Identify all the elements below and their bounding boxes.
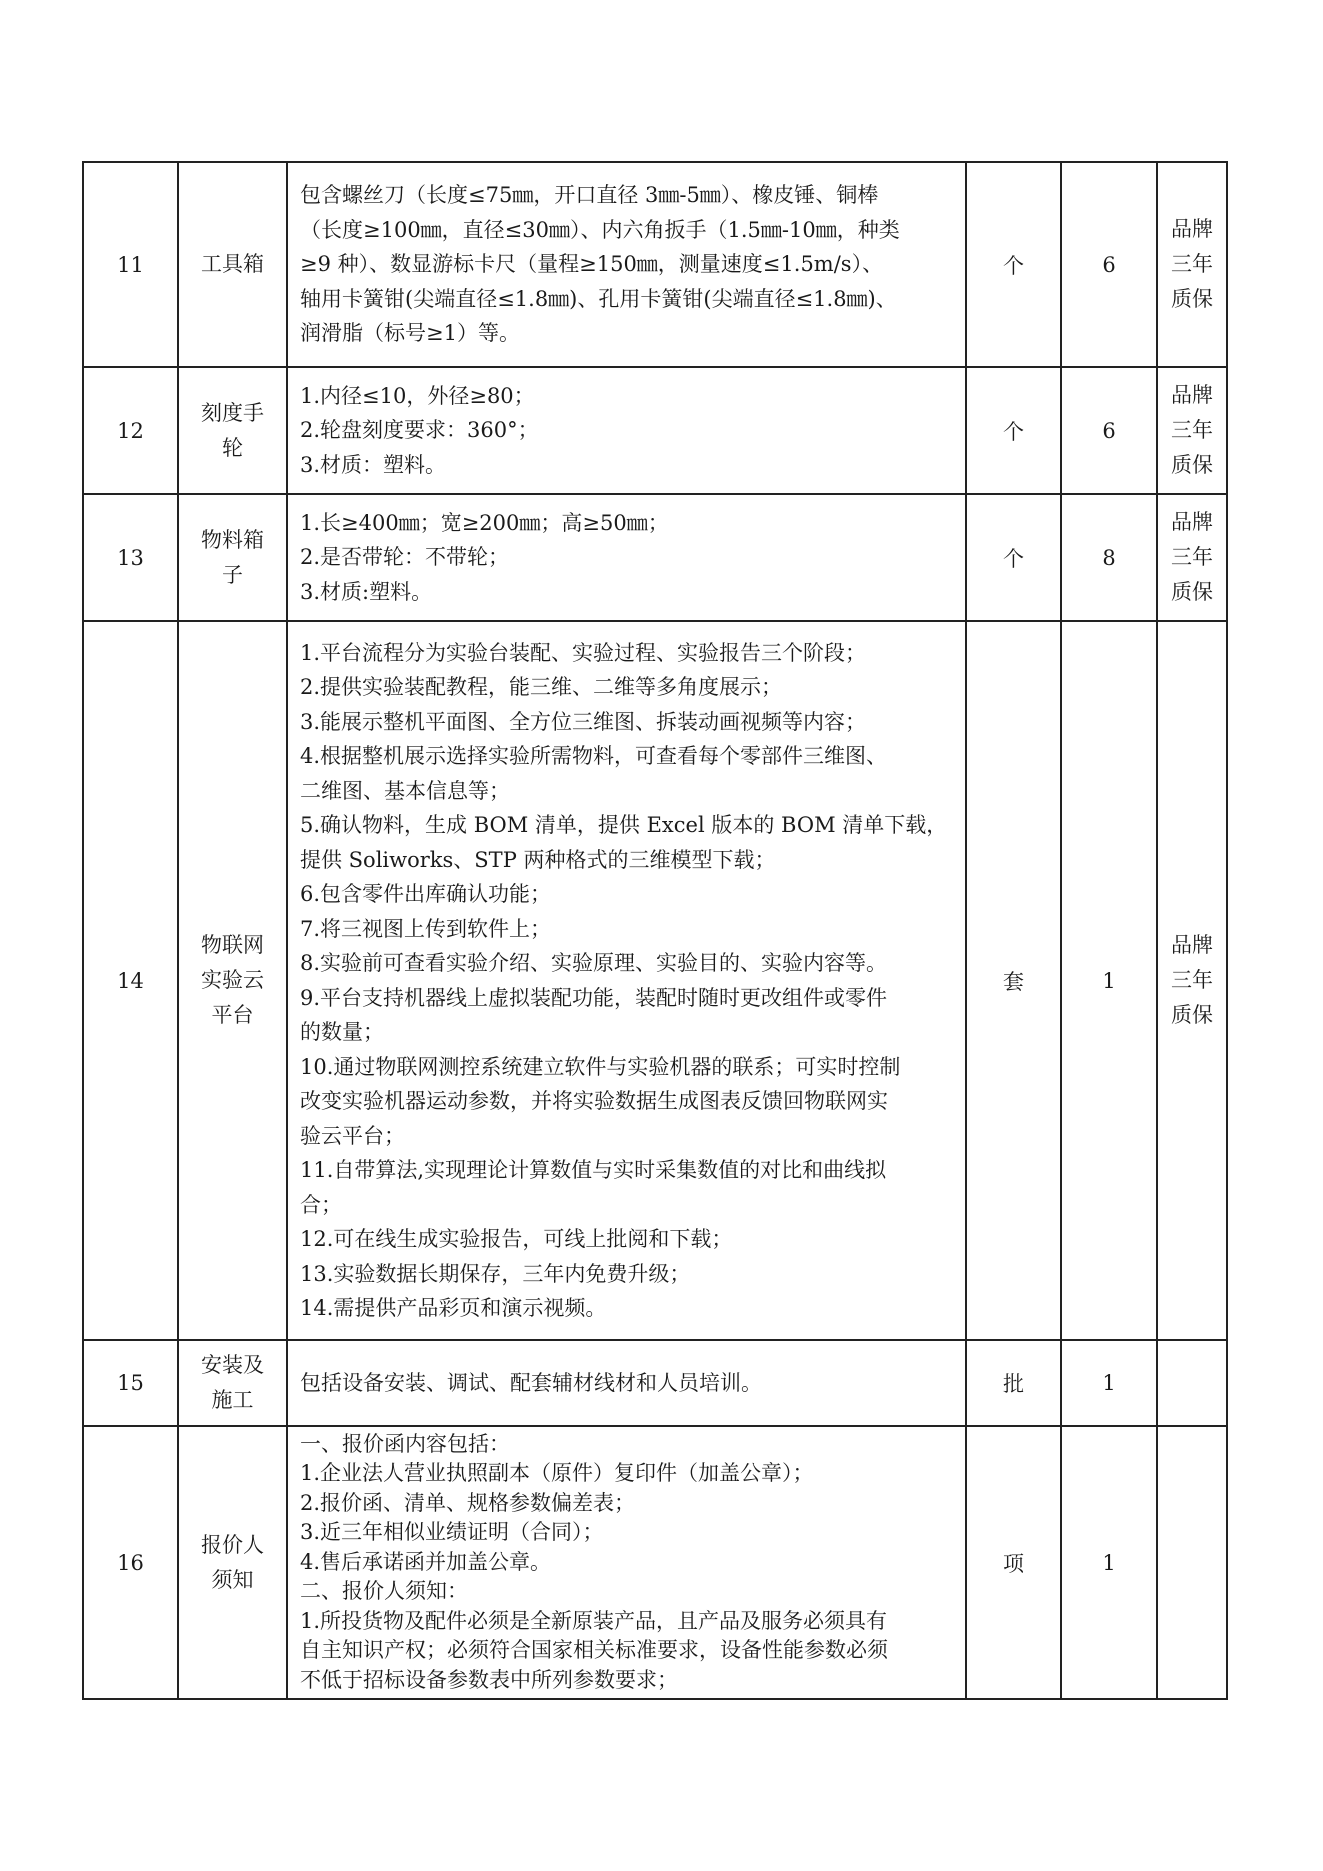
item-unit: 个 — [1003, 419, 1024, 444]
item-name-line: 安装及 — [201, 1353, 264, 1377]
table-row — [83, 1340, 1227, 1426]
spec-line: 润滑脂（标号≥1）等。 — [300, 321, 520, 346]
item-note-line: 质保 — [1171, 580, 1213, 604]
spec-line: 合； — [300, 1192, 342, 1217]
item-quantity-cell — [1061, 621, 1157, 1340]
spec-line: 1.内径≤10，外径≥80； — [300, 383, 535, 408]
specification-table — [82, 161, 1228, 1700]
item-quantity-cell — [1061, 1426, 1157, 1699]
spec-line: 3.近三年相似业绩证明（合同）； — [300, 1520, 604, 1545]
item-note-line: 品牌 — [1171, 933, 1213, 957]
item-spec-cell — [287, 1340, 966, 1426]
item-number: 11 — [117, 252, 144, 277]
table-row — [83, 162, 1227, 367]
item-note-line: 质保 — [1171, 453, 1213, 477]
item-note-line: 三年 — [1171, 418, 1213, 442]
spec-line: 2.提供实验装配教程，能三维、二维等多角度展示； — [300, 675, 783, 699]
item-note-cell — [1157, 1426, 1227, 1699]
spec-line: 1.企业法人营业执照副本（原件）复印件（加盖公章）； — [300, 1461, 814, 1486]
item-number-cell — [83, 621, 178, 1340]
spec-line: 7.将三视图上传到软件上； — [300, 916, 552, 941]
item-note-cell — [1157, 1340, 1227, 1426]
table-row — [83, 621, 1227, 1340]
item-note-cell — [1157, 162, 1227, 367]
item-note-cell — [1157, 621, 1227, 1340]
item-number-cell — [83, 367, 178, 494]
item-spec-cell — [287, 621, 966, 1340]
item-name-line: 报价人 — [201, 1532, 264, 1557]
item-note-line: 三年 — [1171, 545, 1213, 569]
spec-line: 3.材质：塑料。 — [300, 452, 447, 477]
item-quantity-cell — [1061, 1340, 1157, 1426]
item-unit: 批 — [1003, 1372, 1024, 1396]
item-spec-text — [288, 1428, 965, 1698]
spec-line: 3.能展示整机平面图、全方位三维图、拆装动画视频等内容； — [300, 709, 867, 734]
spec-line: 2.轮盘刻度要求：360°； — [300, 418, 539, 443]
item-note-line: 品牌 — [1171, 510, 1213, 534]
spec-line: 二、报价人须知： — [300, 1579, 468, 1604]
item-unit: 个 — [1003, 253, 1024, 278]
spec-line: 提供 Soliworks、STP 两种格式的三维模型下载； — [300, 847, 776, 872]
spec-line: 4.根据整机展示选择实验所需物料，可查看每个零部件三维图、 — [300, 744, 888, 768]
item-number-cell — [83, 1340, 178, 1426]
item-number: 15 — [117, 1371, 144, 1395]
item-name-cell — [178, 1340, 287, 1426]
item-name-line: 物联网 — [201, 933, 264, 957]
item-note-line: 质保 — [1171, 1003, 1213, 1027]
item-name-line: 实验云 — [201, 968, 264, 992]
spec-line: 验云平台； — [300, 1123, 405, 1148]
item-unit-cell — [966, 1340, 1061, 1426]
item-note-cell — [1157, 494, 1227, 621]
item-name-line: 刻度手 — [201, 400, 264, 425]
item-name-line: 工具箱 — [201, 252, 264, 276]
item-spec-text — [288, 176, 965, 353]
spec-line: 二维图、基本信息等； — [300, 778, 510, 803]
table-row — [83, 367, 1227, 494]
spec-line: 的数量； — [300, 1020, 384, 1044]
item-unit-cell — [966, 494, 1061, 621]
spec-line: 10.通过物联网测控系统建立软件与实验机器的联系；可实时控制 — [300, 1054, 901, 1079]
item-quantity: 1 — [1102, 1550, 1116, 1575]
item-number: 16 — [117, 1550, 144, 1575]
item-quantity-cell — [1061, 162, 1157, 367]
spec-line: 2.是否带轮：不带轮； — [300, 545, 510, 570]
item-quantity: 6 — [1102, 252, 1116, 277]
spec-line: 改变实验机器运动参数，并将实验数据生成图表反馈回物联网实 — [300, 1089, 888, 1113]
item-note-line: 品牌 — [1171, 383, 1213, 407]
item-note-cell — [1157, 367, 1227, 494]
item-name-line: 施工 — [211, 1388, 254, 1412]
spec-line: 包含螺丝刀（长度≤75㎜，开口直径 3㎜-5㎜）、橡皮锤、铜棒 — [300, 183, 879, 208]
spec-line: 5.确认物料，生成 BOM 清单，提供 Excel 版本的 BOM 清单下载， — [300, 813, 948, 837]
spec-line: 4.售后承诺函并加盖公章。 — [300, 1549, 552, 1574]
item-spec-text — [288, 377, 965, 485]
spec-line: 1.长≥400㎜；宽≥200㎜；高≥50㎜； — [300, 510, 669, 535]
item-quantity: 6 — [1102, 418, 1116, 443]
spec-line: 轴用卡簧钳(尖端直径≤1.8㎜)、孔用卡簧钳(尖端直径≤1.8㎜)、 — [300, 286, 897, 311]
table-body — [83, 162, 1227, 1699]
item-quantity: 1 — [1102, 968, 1116, 993]
item-spec-cell — [287, 367, 966, 494]
spec-line: 14.需提供产品彩页和演示视频。 — [300, 1296, 607, 1320]
item-number-cell — [83, 494, 178, 621]
item-unit: 个 — [1003, 546, 1024, 571]
item-quantity: 1 — [1102, 1371, 1116, 1395]
spec-line: 不低于招标设备参数表中所列参数要求； — [300, 1667, 678, 1692]
spec-line: 9.平台支持机器线上虚拟装配功能，装配时随时更改组件或零件 — [300, 985, 888, 1010]
item-spec-cell — [287, 1426, 966, 1699]
item-number: 13 — [117, 545, 144, 570]
item-name-cell — [178, 162, 287, 367]
item-quantity-cell — [1061, 367, 1157, 494]
item-quantity-cell — [1061, 494, 1157, 621]
spec-line: 3.材质:塑料。 — [300, 579, 433, 604]
item-name-line: 子 — [222, 562, 243, 587]
item-unit-cell — [966, 367, 1061, 494]
spec-line: 1.平台流程分为实验台装配、实验过程、实验报告三个阶段； — [300, 640, 867, 665]
item-name-line: 轮 — [222, 435, 243, 460]
spec-line: 自主知识产权；必须符合国家相关标准要求，设备性能参数必须 — [300, 1638, 888, 1663]
item-spec-cell — [287, 162, 966, 367]
item-spec-cell — [287, 494, 966, 621]
item-spec-text — [288, 634, 965, 1328]
item-name-cell — [178, 621, 287, 1340]
spec-line: ≥9 种）、数显游标卡尺（量程≥150㎜，测量速度≤1.5m/s）、 — [300, 252, 884, 277]
item-name-cell — [178, 494, 287, 621]
table-row — [83, 1426, 1227, 1699]
spec-line: 13.实验数据长期保存，三年内免费升级； — [300, 1261, 691, 1286]
item-unit-cell — [966, 162, 1061, 367]
item-note-line: 三年 — [1171, 968, 1213, 992]
spec-line: 1.所投货物及配件必须是全新原装产品，且产品及服务必须具有 — [300, 1608, 888, 1633]
item-note-line: 三年 — [1171, 252, 1213, 276]
spec-line: 12.可在线生成实验报告，可线上批阅和下载； — [300, 1227, 733, 1251]
item-name-line: 须知 — [211, 1567, 254, 1592]
item-number: 12 — [117, 418, 144, 443]
item-note-line: 质保 — [1171, 287, 1213, 311]
spec-line: 2.报价函、清单、规格参数偏差表； — [300, 1490, 636, 1515]
spec-line: 11.自带算法,实现理论计算数值与实时采集数值的对比和曲线拟 — [300, 1158, 887, 1182]
spec-line: 8.实验前可查看实验介绍、实验原理、实验目的、实验内容等。 — [300, 951, 888, 975]
item-number: 14 — [117, 968, 144, 993]
item-unit-cell — [966, 621, 1061, 1340]
item-number-cell — [83, 162, 178, 367]
item-spec-text — [288, 504, 965, 612]
spec-line: 6.包含零件出库确认功能； — [300, 882, 552, 906]
item-unit-cell — [966, 1426, 1061, 1699]
spec-line: （长度≥100㎜，直径≤30㎜）、内六角扳手（1.5㎜-10㎜，种类 — [300, 217, 900, 242]
item-quantity: 8 — [1102, 545, 1116, 570]
table-row — [83, 494, 1227, 621]
item-name-cell — [178, 367, 287, 494]
spec-line: 一、报价函内容包括： — [300, 1431, 510, 1456]
item-number-cell — [83, 1426, 178, 1699]
item-unit: 项 — [1003, 1551, 1024, 1576]
item-name-line: 物料箱 — [201, 527, 264, 552]
item-note-line: 品牌 — [1171, 217, 1213, 241]
item-name-cell — [178, 1426, 287, 1699]
item-name-line: 平台 — [211, 1003, 254, 1027]
item-spec-text — [288, 1364, 965, 1403]
item-unit: 套 — [1003, 969, 1024, 994]
spec-line: 包括设备安装、调试、配套辅材线材和人员培训。 — [300, 1370, 762, 1395]
